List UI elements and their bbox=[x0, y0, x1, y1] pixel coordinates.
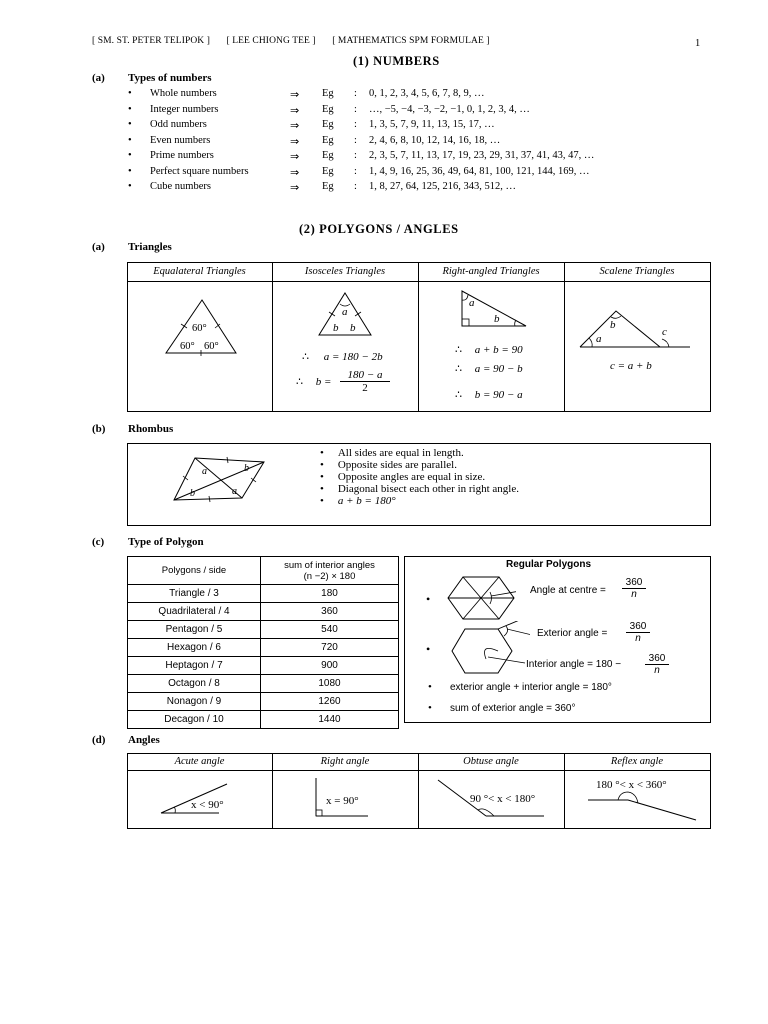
header-author: [ LEE CHIONG TEE ] bbox=[226, 36, 316, 46]
triangles-subtitle: Triangles bbox=[128, 241, 172, 253]
rhombus-corner-b-right: b bbox=[244, 463, 249, 474]
implies-arrow: ⇒ bbox=[290, 134, 300, 148]
header-isosceles: Isosceles Triangles bbox=[304, 266, 386, 277]
eg-label: Eg bbox=[322, 119, 334, 130]
number-type-name: Perfect square numbers bbox=[150, 165, 249, 177]
triangles-label: (a) bbox=[92, 241, 105, 253]
rhombus-corner-a-bottom: a bbox=[232, 486, 237, 497]
centre-frac-num: 360 bbox=[622, 577, 646, 589]
number-type-examples: 1, 3, 5, 7, 9, 11, 13, 15, 17, … bbox=[369, 119, 495, 130]
number-type-examples: …, −5, −4, −3, −2, −1, 0, 1, 2, 3, 4, … bbox=[369, 103, 530, 115]
angles-subtitle: Angles bbox=[128, 734, 160, 746]
bullet: • bbox=[428, 702, 432, 714]
bullet: • bbox=[320, 459, 324, 471]
polygon-types-label: (c) bbox=[92, 536, 105, 548]
polygon-name-cell: Decagon / 10 bbox=[128, 711, 261, 729]
polygon-types-subtitle: Type of Polygon bbox=[128, 536, 204, 548]
eg-label: Eg bbox=[322, 103, 334, 115]
numbers-subtitle: Types of numbers bbox=[128, 72, 212, 84]
header-right-angled: Right-angled Triangles bbox=[442, 266, 540, 277]
bullet: • bbox=[128, 150, 132, 161]
bullet: • bbox=[128, 134, 132, 146]
table-row bbox=[128, 585, 399, 603]
reflex-angle-diagram bbox=[582, 776, 702, 824]
rhombus-corner-b-left: b bbox=[190, 488, 195, 499]
polygon-name-cell: Quadrilateral / 4 bbox=[128, 603, 261, 621]
polygon-name-cell: Nonagon / 9 bbox=[128, 693, 261, 711]
number-type-name: Whole numbers bbox=[150, 88, 217, 99]
right-label-a: a bbox=[469, 297, 475, 309]
eg-label: Eg bbox=[322, 181, 334, 192]
sum-exterior-rule: sum of exterior angle = 360° bbox=[450, 703, 576, 714]
colon: : bbox=[354, 119, 357, 130]
header-obtuse: Obtuse angle bbox=[463, 756, 519, 767]
interior-sum-cell: 1080 bbox=[261, 675, 399, 693]
colon: : bbox=[354, 150, 357, 161]
isosceles-label-b-right: b bbox=[350, 322, 356, 334]
numbers-label: (a) bbox=[92, 72, 105, 84]
table-row bbox=[128, 603, 399, 621]
number-type-examples: 1, 8, 27, 64, 125, 216, 343, 512, … bbox=[369, 181, 516, 192]
rhombus-fact-text: Opposite angles are equal in size. bbox=[337, 471, 486, 483]
eg-label: Eg bbox=[322, 150, 334, 161]
exterior-angle-label: Exterior angle = bbox=[537, 628, 608, 639]
polygon-name-cell: Octagon / 8 bbox=[128, 675, 261, 693]
equilateral-angle-top: 60° bbox=[192, 323, 207, 334]
bullet: • bbox=[320, 483, 324, 495]
obtuse-condition: 90 °< x < 180° bbox=[470, 793, 536, 805]
rhombus-fact bbox=[320, 495, 519, 507]
numbers-title: (1) NUMBERS bbox=[353, 54, 440, 68]
header-school: [ SM. ST. PETER TELIPOK ] bbox=[92, 36, 210, 46]
bullet: • bbox=[128, 165, 132, 177]
right-formula-3: b = 90 − a bbox=[474, 389, 523, 401]
rhombus-corner-a-top: a bbox=[202, 466, 207, 477]
interior-sum-cell: 900 bbox=[261, 657, 399, 675]
isosceles-triangle-diagram bbox=[313, 290, 379, 340]
table-row bbox=[128, 675, 399, 693]
rhombus-fact bbox=[320, 459, 519, 471]
exterior-plus-interior-rule: exterior angle + interior angle = 180° bbox=[450, 682, 612, 693]
regular-polygons-title: Regular Polygons bbox=[506, 559, 592, 570]
number-type-name: Integer numbers bbox=[150, 103, 219, 115]
equilateral-angle-right: 60° bbox=[204, 341, 219, 352]
header-subject: [ MATHEMATICS SPM FORMULAE ] bbox=[332, 36, 490, 46]
header-right-angle: Right angle bbox=[320, 756, 370, 767]
eg-label: Eg bbox=[322, 88, 334, 99]
hexagon-exterior-diagram bbox=[450, 621, 530, 676]
bullet: • bbox=[426, 592, 431, 606]
bullet: • bbox=[320, 471, 324, 483]
isosceles-formula-1: a = 180 − 2b bbox=[323, 351, 383, 363]
rhombus-label: (b) bbox=[92, 423, 106, 435]
isosceles-label-b-left: b bbox=[333, 322, 339, 334]
colon: : bbox=[354, 134, 357, 146]
header-equilateral: Equalateral Triangles bbox=[153, 266, 246, 277]
header-reflex: Reflex angle bbox=[610, 756, 664, 767]
right-formula-1: a + b = 90 bbox=[474, 344, 523, 356]
polygon-col-header-2a: sum of interior angles bbox=[284, 559, 375, 571]
rhombus-fact bbox=[320, 483, 519, 495]
exterior-frac-den: n bbox=[635, 633, 641, 644]
colon: : bbox=[354, 165, 357, 177]
polygon-name-cell: Pentagon / 5 bbox=[128, 621, 261, 639]
header-scalene: Scalene Triangles bbox=[599, 266, 675, 277]
number-type-name: Even numbers bbox=[150, 134, 211, 146]
therefore-symbol: ∴ bbox=[296, 376, 303, 388]
colon: : bbox=[354, 88, 357, 99]
implies-arrow: ⇒ bbox=[290, 119, 300, 132]
header-acute: Acute angle bbox=[174, 756, 225, 767]
eg-label: Eg bbox=[322, 134, 334, 146]
polygons-title: (2) POLYGONS / ANGLES bbox=[299, 222, 459, 236]
polygon-name-cell: Triangle / 3 bbox=[128, 585, 261, 603]
bullet: • bbox=[128, 88, 132, 99]
scalene-triangle-diagram bbox=[578, 305, 694, 351]
number-type-name: Prime numbers bbox=[150, 150, 214, 161]
rhombus-fact-text: All sides are equal in length. bbox=[337, 447, 464, 459]
scalene-label-a: a bbox=[596, 333, 602, 345]
rhombus-fact-text: Diagonal bisect each other in right angle. bbox=[337, 483, 519, 495]
right-angle-diagram bbox=[308, 776, 408, 820]
bullet: • bbox=[128, 103, 132, 115]
rhombus-subtitle: Rhombus bbox=[128, 423, 174, 435]
interior-frac-den: n bbox=[654, 665, 660, 676]
number-type-examples: 2, 4, 6, 8, 10, 12, 14, 16, 18, … bbox=[369, 134, 501, 146]
scalene-formula: c = a + b bbox=[610, 360, 652, 372]
polygon-col-header-1: Polygons / side bbox=[128, 557, 261, 585]
polygon-name-cell: Hexagon / 6 bbox=[128, 639, 261, 657]
number-type-examples: 1, 4, 9, 16, 25, 36, 49, 64, 81, 100, 121, 144, 169, … bbox=[369, 165, 590, 177]
number-type-examples: 0, 1, 2, 3, 4, 5, 6, 7, 8, 9, … bbox=[369, 88, 485, 99]
table-row bbox=[128, 621, 399, 639]
rhombus-fact bbox=[320, 447, 519, 459]
rhombus-diagram bbox=[170, 452, 270, 508]
isosceles-formula-2-lhs: b = bbox=[315, 376, 332, 388]
equilateral-triangle-diagram bbox=[160, 296, 245, 358]
number-type-name: Cube numbers bbox=[150, 181, 211, 192]
colon: : bbox=[354, 103, 357, 115]
bullet: • bbox=[128, 119, 132, 130]
rhombus-facts-list bbox=[320, 447, 519, 507]
isosceles-formula-2-numerator: 180 − a bbox=[340, 369, 390, 382]
interior-sum-cell: 720 bbox=[261, 639, 399, 657]
table-row bbox=[128, 657, 399, 675]
colon: : bbox=[354, 181, 357, 192]
angle-at-centre-label: Angle at centre = bbox=[530, 585, 606, 596]
implies-arrow: ⇒ bbox=[290, 181, 300, 194]
right-angle-condition: x = 90° bbox=[326, 795, 359, 807]
scalene-label-c: c bbox=[662, 326, 667, 338]
interior-sum-cell: 180 bbox=[261, 585, 399, 603]
interior-frac-num: 360 bbox=[645, 653, 669, 665]
isosceles-formula-2-denominator: 2 bbox=[362, 382, 368, 394]
page-number: 1 bbox=[695, 38, 701, 49]
interior-sum-cell: 540 bbox=[261, 621, 399, 639]
number-type-name: Odd numbers bbox=[150, 119, 207, 130]
eg-label: Eg bbox=[322, 165, 334, 177]
interior-sum-cell: 1440 bbox=[261, 711, 399, 729]
implies-arrow: ⇒ bbox=[290, 165, 300, 179]
bullet: • bbox=[320, 495, 324, 507]
interior-sum-cell: 360 bbox=[261, 603, 399, 621]
hexagon-centre-diagram bbox=[446, 574, 516, 622]
reflex-condition: 180 °< x < 360° bbox=[596, 779, 667, 791]
polygon-table bbox=[127, 556, 399, 729]
rhombus-fact-text: a + b = 180° bbox=[337, 495, 396, 507]
therefore-symbol: ∴ bbox=[302, 351, 309, 363]
polygon-col-header-2b: (n −2) × 180 bbox=[303, 570, 356, 582]
equilateral-angle-left: 60° bbox=[180, 341, 195, 352]
exterior-frac-num: 360 bbox=[626, 621, 650, 633]
therefore-symbol: ∴ bbox=[455, 389, 462, 401]
obtuse-angle-diagram bbox=[434, 776, 554, 820]
therefore-symbol: ∴ bbox=[455, 344, 462, 356]
polygon-name-cell: Heptagon / 7 bbox=[128, 657, 261, 675]
bullet: • bbox=[428, 681, 432, 693]
number-type-examples: 2, 3, 5, 7, 11, 13, 17, 19, 23, 29, 31, 37, 41, 43, 47, … bbox=[369, 150, 595, 161]
implies-arrow: ⇒ bbox=[290, 103, 300, 117]
centre-frac-den: n bbox=[631, 589, 637, 600]
bullet: • bbox=[128, 181, 132, 192]
table-row bbox=[128, 693, 399, 711]
table-row bbox=[128, 639, 399, 657]
right-label-b: b bbox=[494, 313, 500, 325]
acute-angle-diagram bbox=[155, 778, 255, 818]
right-angled-triangle-diagram bbox=[458, 288, 530, 330]
angles-label: (d) bbox=[92, 734, 106, 746]
rhombus-fact bbox=[320, 471, 519, 483]
acute-condition: x < 90° bbox=[191, 799, 224, 811]
bullet: • bbox=[426, 642, 431, 656]
therefore-symbol: ∴ bbox=[455, 363, 462, 375]
table-row bbox=[128, 711, 399, 729]
rhombus-fact-text: Opposite sides are parallel. bbox=[337, 459, 457, 471]
implies-arrow: ⇒ bbox=[290, 150, 300, 163]
bullet: • bbox=[320, 447, 324, 459]
interior-angle-label: Interior angle = 180 − bbox=[526, 659, 622, 670]
implies-arrow: ⇒ bbox=[290, 88, 300, 101]
interior-sum-cell: 1260 bbox=[261, 693, 399, 711]
scalene-label-b: b bbox=[610, 319, 616, 331]
isosceles-label-a: a bbox=[342, 306, 348, 318]
right-formula-2: a = 90 − b bbox=[474, 363, 523, 375]
page-header bbox=[92, 36, 504, 46]
